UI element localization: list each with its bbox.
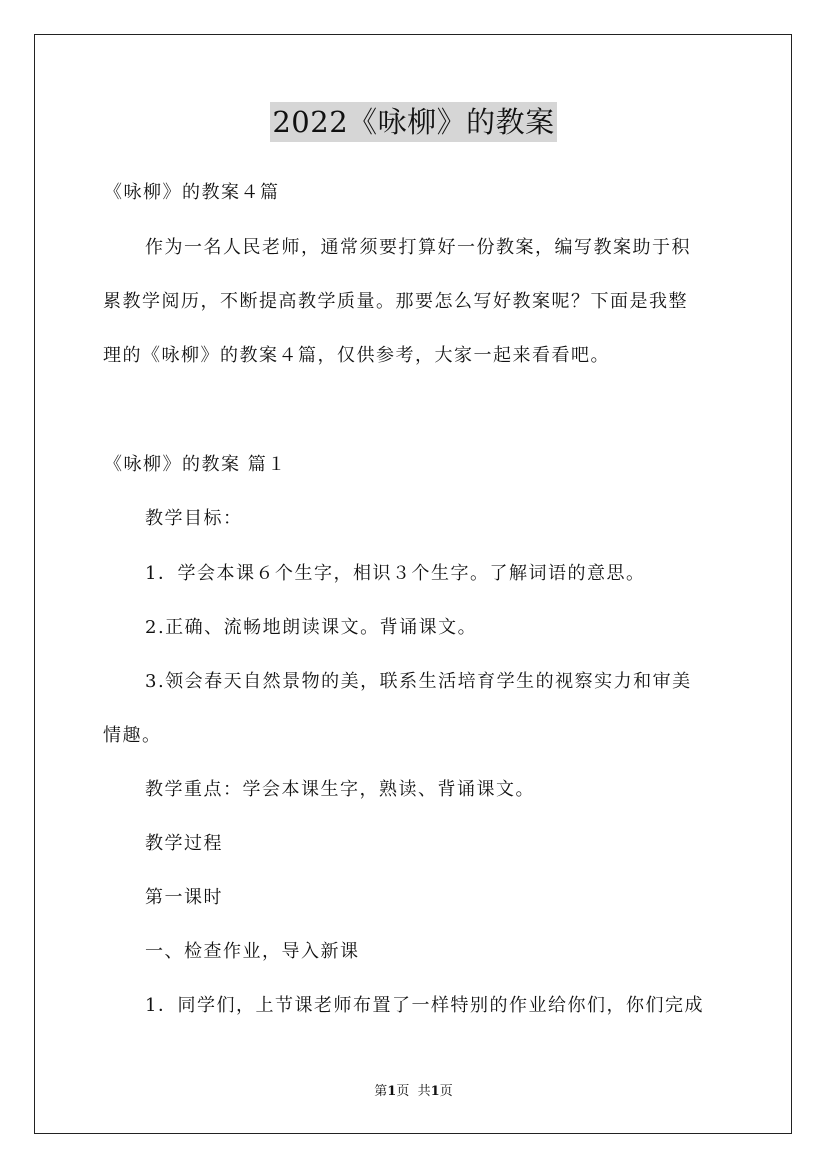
body-line-objective-3-cont: 情趣。 [103,725,162,746]
intro-line-2: 累教学阅历，不断提高教学质量。那要怎么写好教案呢？下面是我整 [103,291,688,312]
footer-total-number: 1 [430,1084,440,1099]
footer-page-number: 1 [387,1084,397,1099]
body-line-step-1: 一、检查作业，导入新课 [145,941,360,962]
body-line-step-1-item: 1．同学们，上节课老师布置了一样特别的作业给你们，你们完成 [145,995,704,1016]
footer-total-suffix: 页 [439,1084,453,1099]
body-line-objective-3: 3.领会春天自然景物的美，联系生活培育学生的视察实力和审美 [145,671,692,692]
title-container [0,102,827,142]
body-line-objectives: 教学目标： [145,508,243,529]
footer-page-suffix: 页 [396,1084,410,1099]
body-line-objective-1: 1．学会本课６个生字，相识３个生字。了解词语的意思。 [145,563,646,584]
body-line-objective-2: 2.正确、流畅地朗读课文。背诵课文。 [145,617,478,638]
body-line-key-points: 教学重点：学会本课生字，熟读、背诵课文。 [145,779,535,800]
document-title: 2022《咏柳》的教案 [270,102,556,142]
intro-line-3: 理的《咏柳》的教案４篇，仅供参考，大家一起来看看吧。 [103,345,610,366]
body-line-process: 教学过程 [145,833,223,854]
document-subtitle: 《咏柳》的教案４篇 [104,182,280,203]
intro-line-1: 作为一名人民老师，通常须要打算好一份教案，编写教案助于积 [145,237,691,258]
body-line-first-lesson: 第一课时 [145,887,223,908]
page-footer [0,1083,827,1101]
section-heading: 《咏柳》的教案 篇１ [104,454,287,475]
footer-page-prefix: 第 [374,1084,388,1099]
footer-total-prefix: 共 [417,1084,431,1099]
